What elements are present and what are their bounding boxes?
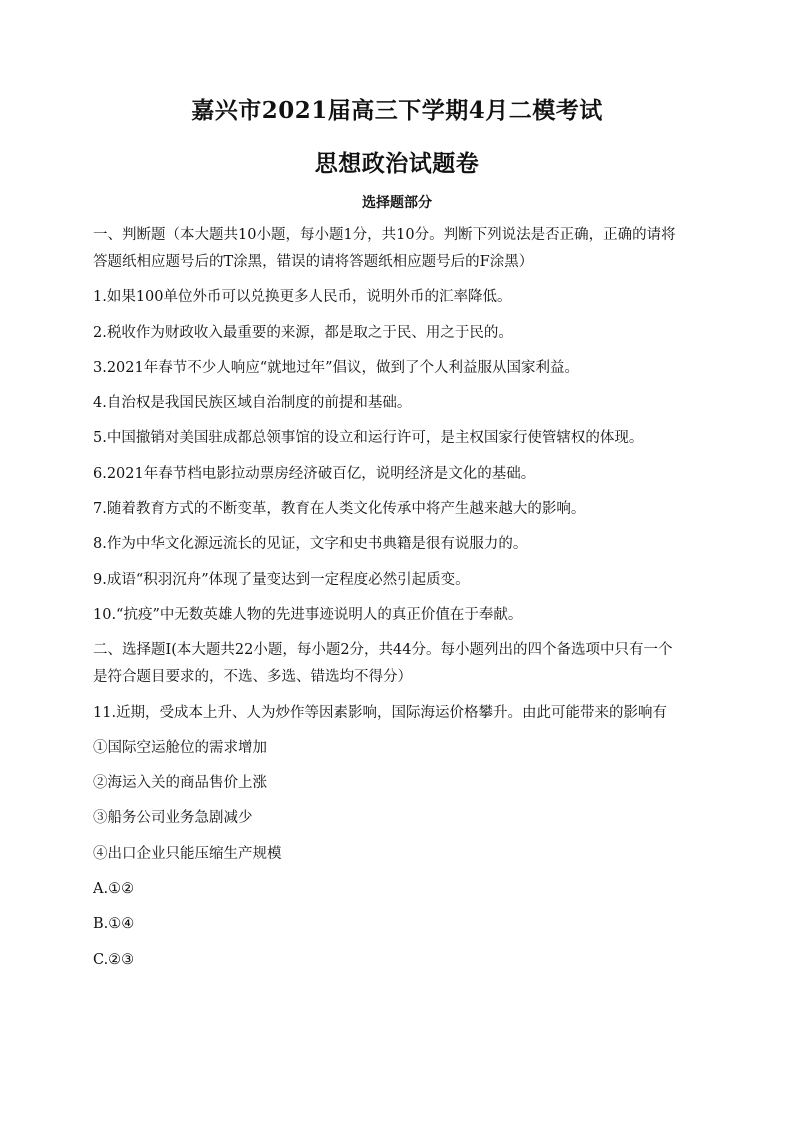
exam-title: 嘉兴市2021届高三下学期4月二模考试	[191, 97, 603, 124]
part2-instruction-line: 是符合题目要求的，不选、多选、错选均不得分）	[93, 669, 412, 686]
judgment-item: 8.作为中华文化源远流长的见证，文字和史书典籍是很有说服力的。	[93, 536, 528, 553]
judgment-item: 5.中国撤销对美国驻成都总领事馆的设立和运行许可，是主权国家行使管辖权的体现。	[93, 430, 644, 447]
question-statement: ①国际空运舱位的需求增加	[93, 739, 267, 756]
exam-subtitle: 思想政治试题卷	[314, 150, 480, 177]
answer-option: A.①②	[93, 881, 135, 898]
answer-option: C.②③	[93, 951, 135, 968]
question-stem: 11.近期，受成本上升、人为炒作等因素影响，国际海运价格攀升。由此可能带来的影响有	[93, 704, 668, 721]
judgment-item: 4.自治权是我国民族区域自治制度的前提和基础。	[93, 395, 412, 412]
answer-option: B.①④	[93, 916, 135, 933]
part2-instruction-line: 二、选择题Ⅰ(本大题共22小题，每小题2分，共44分。每小题列出的四个备选项中只有一个	[93, 642, 673, 659]
judgment-item: 1.如果100单位外币可以兑换更多人民币，说明外币的汇率降低。	[93, 289, 512, 306]
exam-content	[93, 222, 713, 982]
part1-instructions	[93, 222, 713, 276]
section-heading: 选择题部分	[362, 195, 432, 211]
question-statement: ④出口企业只能压缩生产规模	[93, 845, 282, 862]
judgment-item: 3.2021年春节不少人响应“就地过年”倡议，做到了个人利益服从国家利益。	[93, 359, 580, 376]
judgment-item: 2.税收作为财政收入最重要的来源，都是取之于民、用之于民的。	[93, 324, 513, 341]
question-statement: ②海运入关的商品售价上涨	[93, 775, 267, 792]
judgment-item: 7.随着教育方式的不断变革，教育在人类文化传承中将产生越来越大的影响。	[93, 501, 586, 518]
judgment-item: 6.2021年春节档电影拉动票房经济破百亿，说明经济是文化的基础。	[93, 465, 536, 482]
part2-instructions	[93, 637, 713, 691]
judgment-item: 9.成语“积羽沉舟”体现了量变达到一定程度必然引起质变。	[93, 571, 470, 588]
part1-instruction-line: 答题纸相应题号后的T涂黑，错误的请将答题纸相应题号后的F涂黑）	[93, 254, 534, 270]
judgment-item: 10.“抗疫”中无数英雄人物的先进事迹说明人的真正价值在于奉献。	[93, 606, 523, 623]
question-statement: ③船务公司业务急剧减少	[93, 810, 253, 827]
part1-instruction-line: 一、判断题（本大题共10小题，每小题1分，共10分。判断下列说法是否正确，正确的请将	[93, 227, 676, 243]
